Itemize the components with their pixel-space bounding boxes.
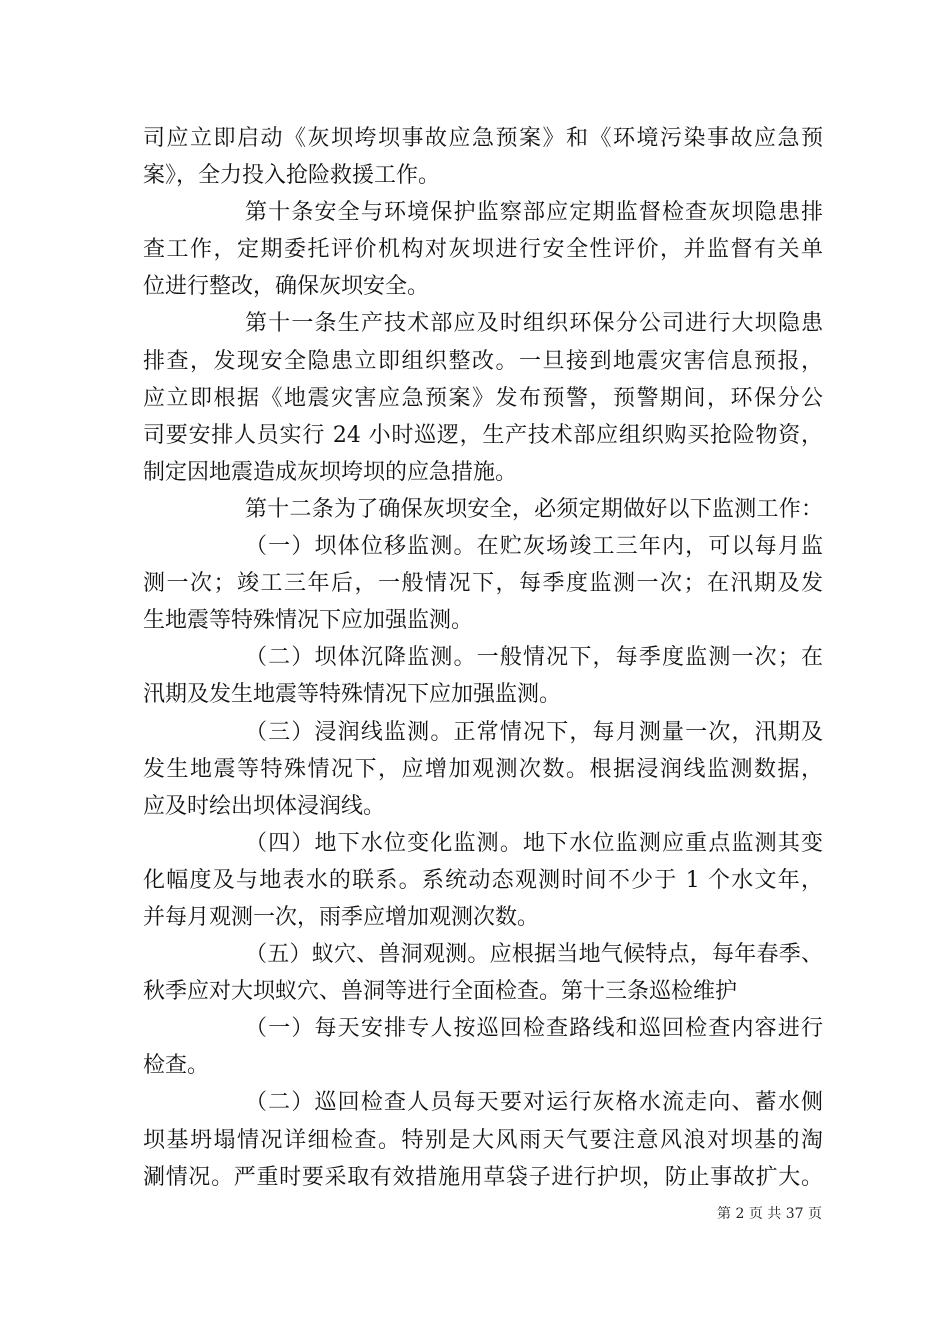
text-line: 查工作，定期委托评价机构对灰坝进行安全性评价，并监督有关单 bbox=[143, 237, 823, 263]
text-line: 检查。 bbox=[143, 1053, 210, 1079]
text-line: 司要安排人员实行 24 小时巡逻，生产技术部应组织购买抢险物资， bbox=[143, 422, 823, 448]
text-line: 应立即根据《地震灾害应急预案》发布预警，预警期间，环保分公 bbox=[143, 385, 823, 411]
text-line: （四）地下水位变化监测。地下水位监测应重点监测其变 bbox=[245, 830, 823, 856]
text-line: 发生地震等特殊情况下，应增加观测次数。根据浸润线监测数据， bbox=[143, 756, 823, 782]
text-line: 第十二条为了确保灰坝安全，必须定期做好以下监测工作： bbox=[245, 496, 823, 522]
text-line: 第十一条生产技术部应及时组织环保分公司进行大坝隐患 bbox=[245, 311, 823, 337]
text-line: （三）浸润线监测。正常情况下，每月测量一次，汛期及 bbox=[245, 719, 823, 745]
text-line: （五）蚁穴、兽洞观测。应根据当地气候特点，每年春季、 bbox=[245, 942, 823, 968]
text-line: 秋季应对大坝蚁穴、兽洞等进行全面检查。第十三条巡检维护 bbox=[143, 979, 738, 1005]
text-line: 位进行整改，确保灰坝安全。 bbox=[143, 274, 430, 300]
text-line: 司应立即启动《灰坝垮坝事故应急预案》和《环境污染事故应急预 bbox=[143, 126, 823, 151]
document-body bbox=[143, 120, 823, 1196]
text-line: 涮情况。严重时要采取有效措施用草袋子进行护坝，防止事故扩大。 bbox=[143, 1164, 823, 1190]
text-line: 测一次；竣工三年后，一般情况下，每季度监测一次；在汛期及发 bbox=[143, 571, 823, 597]
text-line: （一）每天安排专人按巡回检查路线和巡回检查内容进行 bbox=[245, 1016, 823, 1042]
text-line: 应及时绘出坝体浸润线。 bbox=[143, 793, 386, 819]
text-line: 汛期及发生地震等特殊情况下应加强监测。 bbox=[143, 682, 562, 708]
text-line: 制定因地震造成灰坝垮坝的应急措施。 bbox=[143, 459, 518, 485]
text-line: 案》，全力投入抢险救援工作。 bbox=[143, 163, 441, 189]
text-line: 坝基坍塌情况详细检查。特别是大风雨天气要注意风浪对坝基的淘 bbox=[143, 1127, 823, 1153]
text-line: （一）坝体位移监测。在贮灰场竣工三年内，可以每月监 bbox=[245, 534, 823, 560]
text-line: 并每月观测一次，雨季应增加观测次数。 bbox=[143, 904, 540, 930]
page-number: 第 2 页 共 37 页 bbox=[717, 1206, 822, 1222]
text-line: （二）巡回检查人员每天要对运行灰格水流走向、蓄水侧 bbox=[245, 1090, 823, 1116]
text-line: 第十条安全与环境保护监察部应定期监督检查灰坝隐患排 bbox=[245, 200, 823, 226]
text-line: 排查，发现安全隐患立即组织整改。一旦接到地震灾害信息预报， bbox=[143, 348, 823, 374]
text-line: （二）坝体沉降监测。一般情况下，每季度监测一次；在 bbox=[245, 645, 823, 671]
text-line: 生地震等特殊情况下应加强监测。 bbox=[143, 608, 474, 634]
text-line: 化幅度及与地表水的联系。系统动态观测时间不少于 1 个水文年， bbox=[143, 867, 823, 893]
